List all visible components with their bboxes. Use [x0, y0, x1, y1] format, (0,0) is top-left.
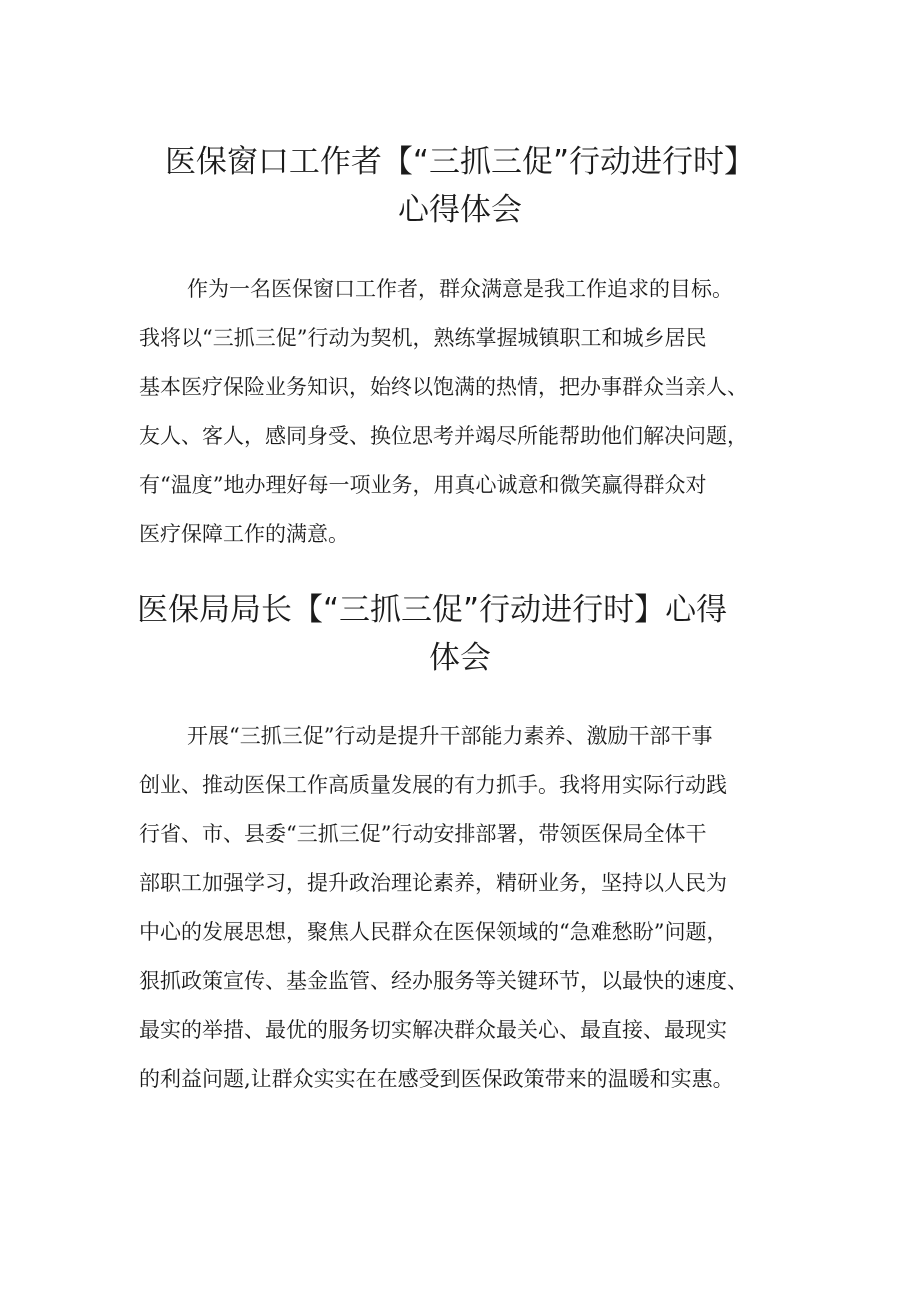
section-1-title-line-2: 心得体会 [398, 192, 522, 228]
section-2-title [85, 586, 835, 682]
section-1-title [90, 138, 830, 234]
paragraph-line: 我将以“三抓三促”行动为契机，熟练掌握城镇职工和城乡居民 [139, 326, 707, 350]
section-2-title-line-2: 体会 [429, 640, 491, 676]
paragraph-line: 基本医疗保险业务知识，始终以饱满的热情，把办事群众当亲人、 [139, 375, 748, 399]
paragraph-line: 部职工加强学习，提升政治理论素养，精研业务，坚持以人民为 [139, 871, 727, 895]
paragraph-line: 医疗保障工作的满意。 [139, 522, 349, 546]
paragraph-line: 创业、推动医保工作高质量发展的有力抓手。我将用实际行动践 [139, 773, 727, 797]
paragraph-line: 作为一名医保窗口工作者，群众满意是我工作追求的目标。 [187, 277, 733, 301]
section-1-paragraph [139, 265, 799, 559]
paragraph-line: 友人、客人，感同身受、换位思考并竭尽所能帮助他们解决问题， [139, 424, 748, 448]
section-2-paragraph [139, 712, 799, 1104]
paragraph-line: 狠抓政策宣传、基金监管、经办服务等关键环节，以最快的速度、 [139, 969, 748, 993]
paragraph-line: 行省、市、县委“三抓三促”行动安排部署，带领医保局全体干 [139, 822, 707, 846]
paragraph-line: 有“温度”地办理好每一项业务，用真心诚意和微笑赢得群众对 [139, 473, 707, 497]
paragraph-line: 开展“三抓三促”行动是提升干部能力素养、激励干部干事 [187, 724, 713, 748]
paragraph-line: 的利益问题,让群众实实在在感受到医保政策带来的温暖和实惠。 [139, 1067, 734, 1091]
paragraph-line: 中心的发展思想，聚焦人民群众在医保领域的“急难愁盼”问题， [139, 920, 728, 944]
section-1-title-line-1: 医保窗口工作者【“三抓三促”行动进行时】 [164, 144, 756, 180]
paragraph-line: 最实的举措、最优的服务切实解决群众最关心、最直接、最现实 [139, 1018, 727, 1042]
section-2-title-line-1: 医保局局长【“三抓三促”行动进行时】心得 [137, 592, 728, 628]
